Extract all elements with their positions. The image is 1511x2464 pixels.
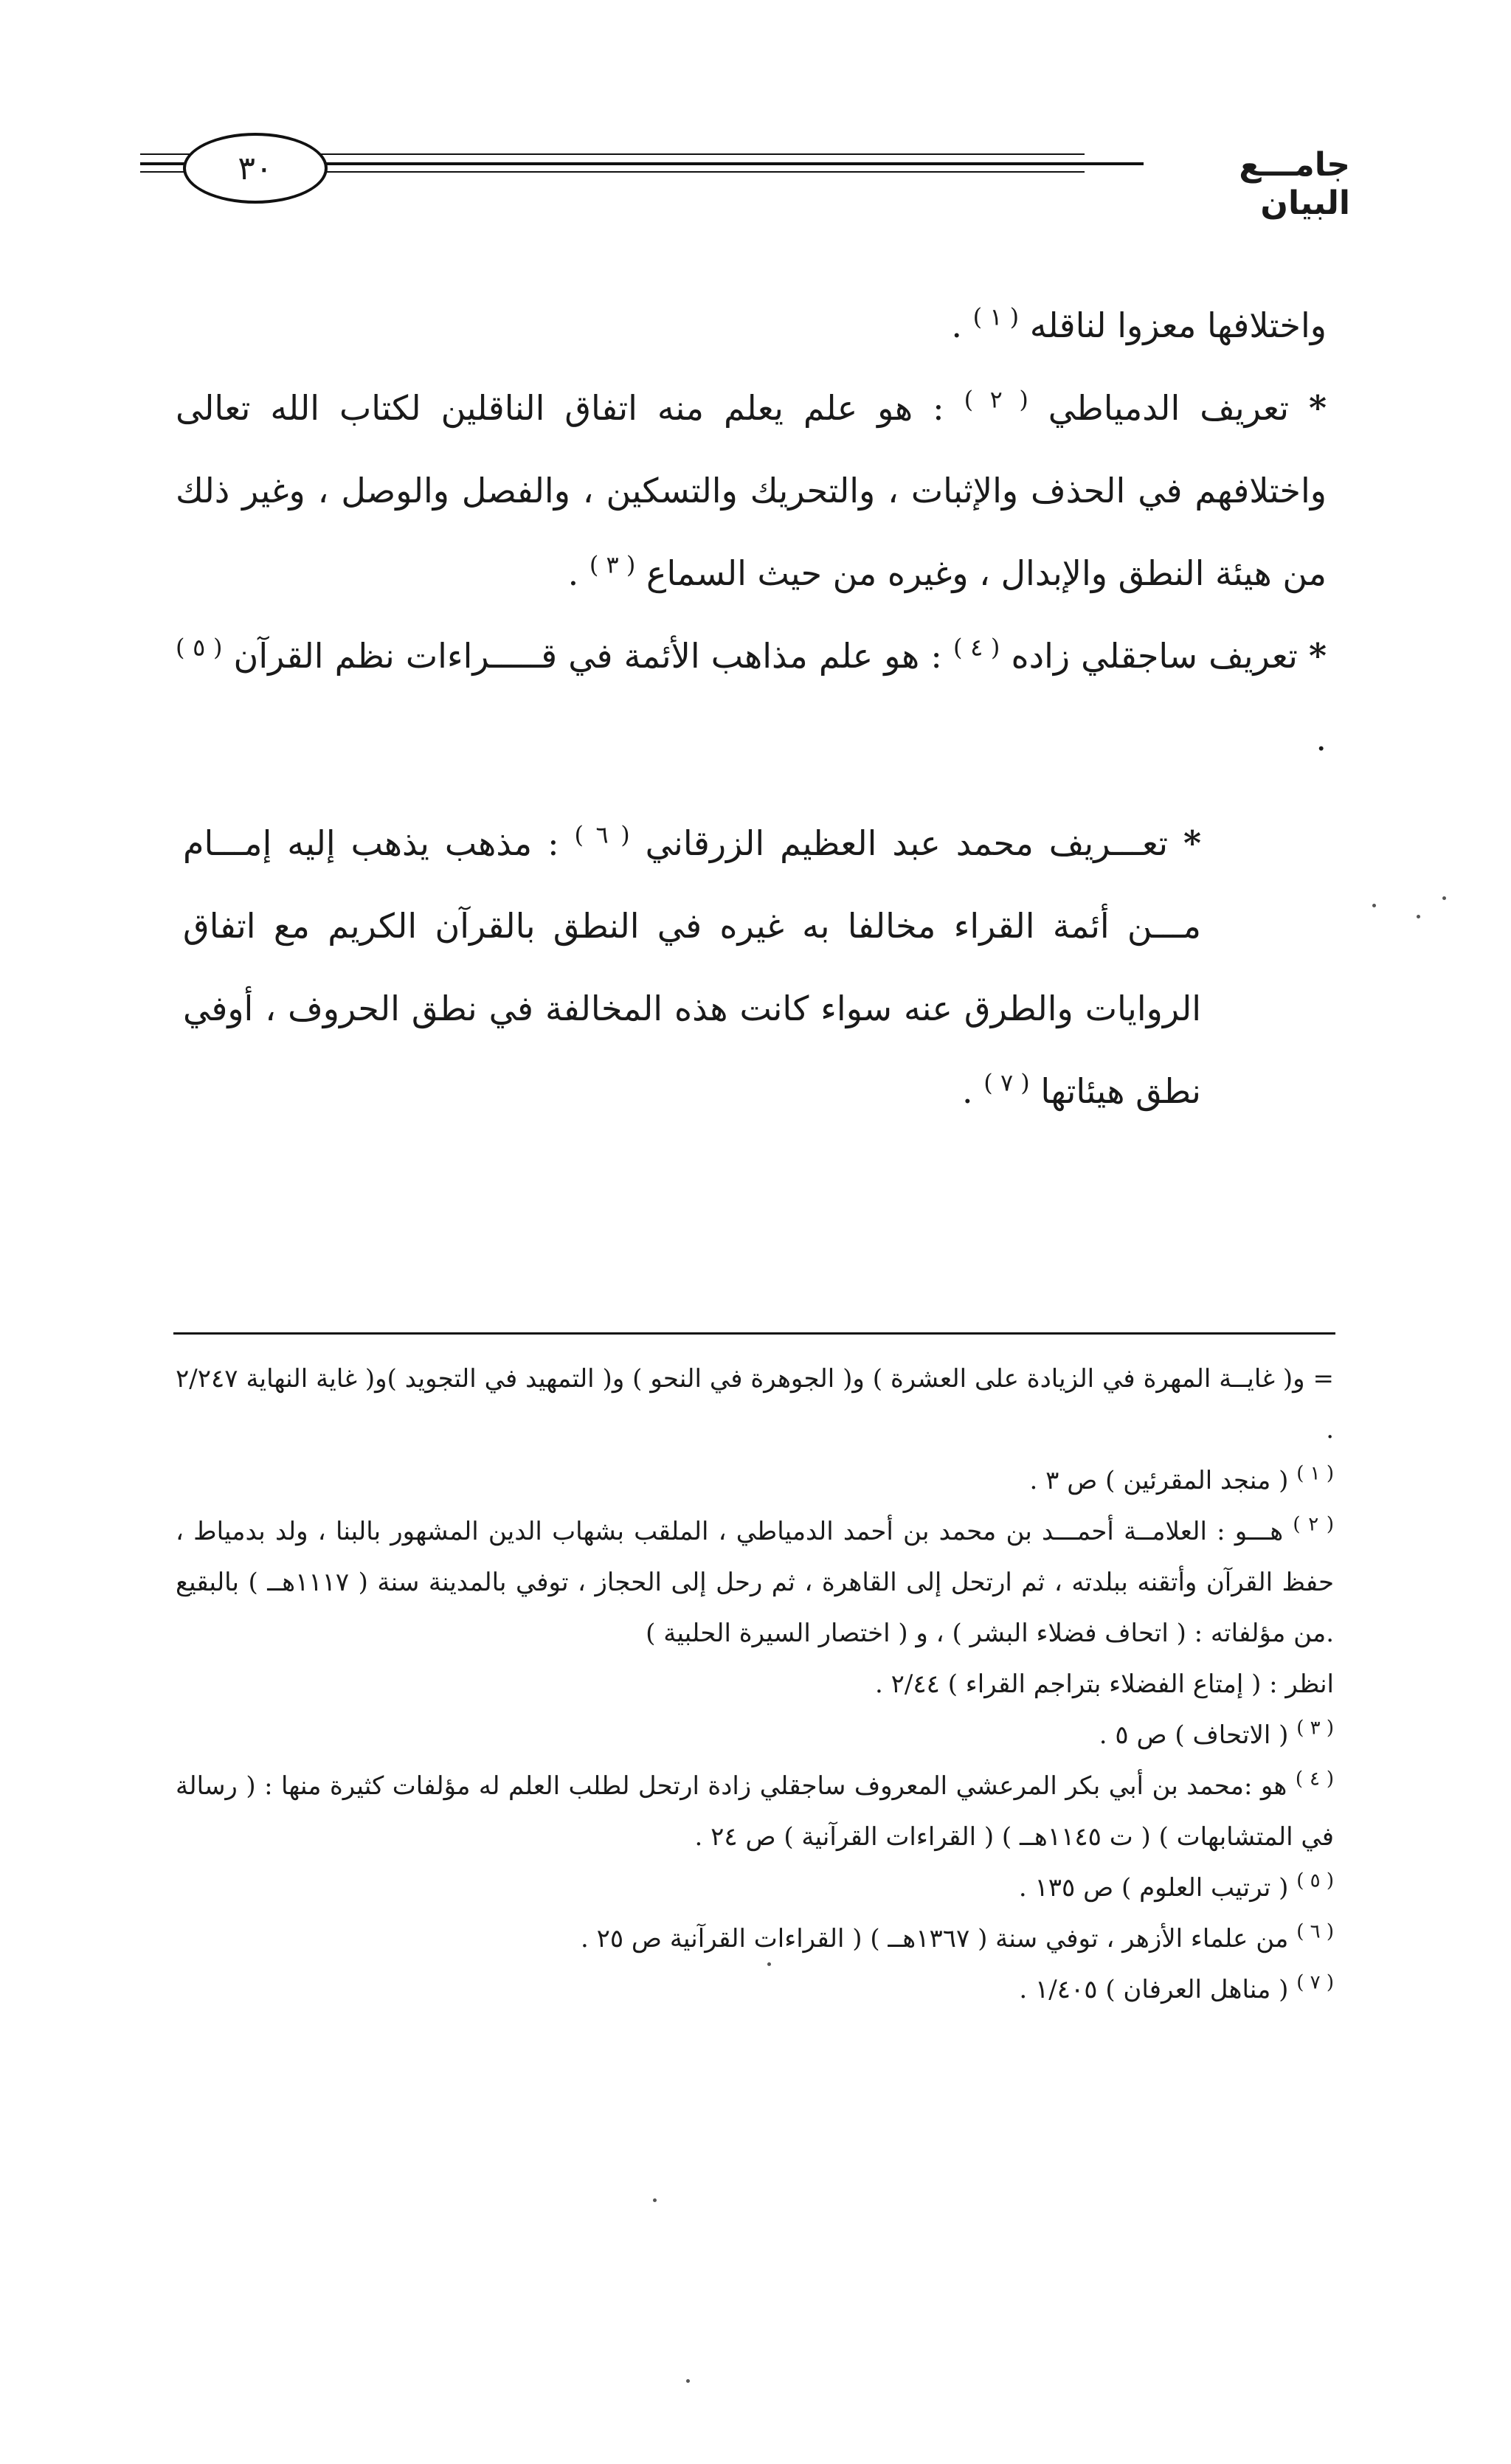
body-text — [176, 284, 1327, 1132]
footnote-ref-3: ( ٣ ) — [589, 550, 636, 579]
definition-lead: تعريف ساجقلي زاده — [1011, 636, 1298, 676]
footnote-number: ( ٢ ) — [1293, 1513, 1334, 1536]
footnote-ref-4: ( ٤ ) — [952, 633, 1000, 662]
paragraph-1-end: . — [951, 305, 963, 345]
footnote-text: ( منجد المقرئين ) ص ٣ . — [1029, 1466, 1289, 1495]
scan-speck — [1372, 904, 1376, 907]
paragraph-3-end: . — [1315, 719, 1327, 758]
scan-speck — [686, 2379, 690, 2383]
footnote-2 — [176, 1506, 1334, 1659]
bullet-marker: * — [1308, 636, 1327, 676]
scan-speck — [653, 2198, 657, 2202]
footnote-3 — [176, 1710, 1334, 1761]
footnote-7 — [176, 1965, 1334, 2015]
paragraph-3 — [176, 615, 1327, 780]
footnote-number: ( ٤ ) — [1295, 1768, 1334, 1790]
page-number-oval — [183, 133, 328, 204]
footnote-ref-5: ( ٥ ) — [176, 633, 223, 662]
running-title: جامـــع البيان — [1239, 146, 1350, 222]
paragraph-2-text: : هو علم يعلم منه اتفاق الناقلين لكتاب الله تعالى واختلافهم في الحذف والإثبات ، والتحريك والتسكين ، والفصل والوصل ، وغير ذلك من هيئة النطق والإبدال ، وغيره من حيث السماع — [176, 388, 1327, 593]
footnote-ref-6: ( ٦ ) — [574, 820, 630, 849]
paragraph-3-text: : هو علم مذاهب الأئمة في قـــــراءات نظم القرآن — [233, 636, 942, 676]
scan-speck — [1442, 896, 1446, 900]
footnote-text: ( الاتحاف ) ص ٥ . — [1099, 1720, 1289, 1750]
scan-speck — [767, 1962, 771, 1966]
footnote-ref-7: ( ٧ ) — [983, 1068, 1030, 1097]
definition-lead: تعريف الدمياطي — [1048, 388, 1289, 428]
definition-lead: تعـــريف محمد عبد العظيم الزرقاني — [645, 823, 1169, 863]
paragraph-1 — [176, 284, 1327, 367]
page-number: ٣٠ — [238, 149, 273, 187]
paragraph-1-text: واختلافها معزوا لناقله — [1029, 305, 1327, 345]
footnote-text: هو :محمد بن أبي بكر المرعشي المعروف ساجقلي زادة ارتحل لطلب العلم له مؤلفات كثيرة منها : ( رسالة في المتشابهات ) ( ت ١١٤٥هــ ) ( القراءات القرآنية ) ص ٢٤ . — [176, 1771, 1334, 1852]
footnote-text: انظر : ( إمتاع الفضلاء بتراجم القراء ) ٢/٤٤ . — [875, 1669, 1334, 1699]
footnote-number: ( ٦ ) — [1296, 1920, 1334, 1943]
bullet-marker: * — [1308, 388, 1327, 428]
paragraph-2-end: . — [567, 553, 579, 593]
footnote-number: ( ١ ) — [1296, 1462, 1334, 1485]
footnote-number: ( ٣ ) — [1296, 1717, 1334, 1740]
footnote-text: ( ترتيب العلوم ) ص ١٣٥ . — [1018, 1873, 1289, 1903]
footnote-1 — [176, 1456, 1334, 1506]
paragraph-4-text: : مذهب يذهب إليه إمـــام مـــن أئمة القراء مخالفا به غيره في النطق بالقرآن الكريم مع اتفاق الروايات والطرق عنه سواء كانت هذه المخالفة في نطق الحروف ، أوفي نطق هيئاتها — [183, 823, 1201, 1111]
footnote-6 — [176, 1914, 1334, 1965]
footnote-continuation: = و( غايــة المهرة في الزيادة على العشرة ) و( الجوهرة في النحو ) و( التمهيد في التجويد )و( غاية النهاية ٢/٢٤٧ . — [176, 1364, 1334, 1444]
paragraph-2 — [176, 367, 1327, 615]
footnote-2-see-also — [176, 1659, 1334, 1710]
footnote-number: ( ٧ ) — [1296, 1971, 1334, 1994]
footnotes — [176, 1354, 1334, 2015]
footnote-text: هـــو : العلامــة أحمـــد بن محمد بن أحمد الدمياطي ، الملقب بشهاب الدين المشهور بالبنا ، ولد بدمياط ، حفظ القرآن وأتقنه ببلدته ، ثم ارتحل إلى القاهرة ، ثم رحل إلى الحجاز ، توفي بالمدينة سنة ( ١١١٧هــ ) بالبقيع .من مؤلفاته : ( اتحاف فضلاء البشر ) ، و ( اختصار السيرة الحلبية ) — [176, 1517, 1334, 1648]
footnote-5 — [176, 1863, 1334, 1914]
footnote-separator — [173, 1332, 1335, 1335]
bullet-marker: * — [1183, 823, 1202, 863]
footnote-4 — [176, 1761, 1334, 1863]
footnote-ref-2: ( ٢ ) — [964, 385, 1028, 414]
paragraph-4-end: . — [962, 1071, 973, 1111]
footnote-ref-1: ( ١ ) — [972, 302, 1020, 331]
paragraph-4 — [183, 802, 1201, 1132]
footnote-text: من علماء الأزهر ، توفي سنة ( ١٣٦٧هــ ) ( القراءات القرآنية ص ٢٥ . — [580, 1924, 1289, 1953]
footnote-text: ( مناهل العرفان ) ١/٤٠٥ . — [1019, 1975, 1289, 2004]
page-header — [140, 125, 1350, 222]
footnote-number: ( ٥ ) — [1296, 1869, 1334, 1892]
scan-speck — [1417, 915, 1420, 918]
